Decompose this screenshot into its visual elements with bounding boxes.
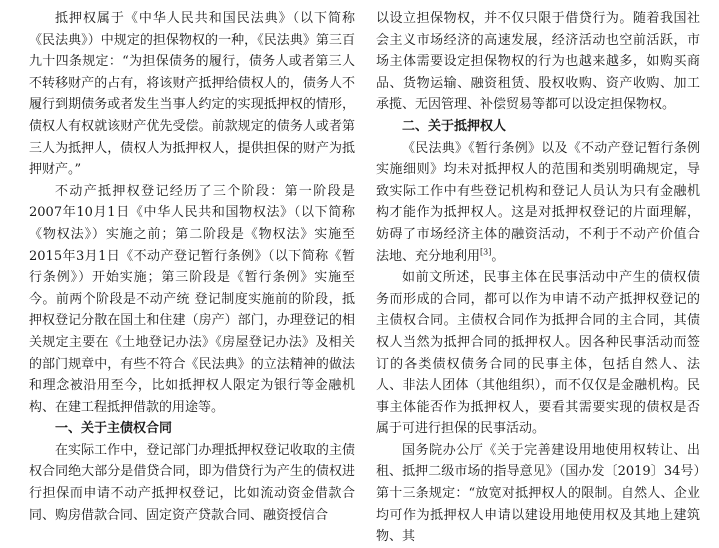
paragraph-mortgagee-scope-text: 《民法典》《暂行条例》以及《不动产登记暂行条例实施细则》均未对抵押权人的范围和类别明确规定，导致实际工作中有些登记机构和登记人员认为只有金融机构才能作为抵押权人。这是对抵押权登记的片面理解，妨碍了市场经济主体的融资活动，不利于不动产价值合法地、充分地利用 [376, 140, 700, 264]
right-column [376, 8, 700, 548]
section-heading-mortgagee: 二、关于抵押权人 [402, 118, 507, 134]
section-heading-main-creditor-contract: 一、关于主债权合同 [55, 421, 173, 437]
paragraph-mortgage-definition: 抵押权属于《中华人民共和国民法典》（以下简称《民法典》）中规定的担保物权的一种，《民法典》第三百九十四条规定：“为担保债务的履行，债务人或者第三人不转移财产的占有，将该财产抵押给债权人的，债务人不履行到期债务或者发生当事人约定的实现抵押权的情形，债权人有权就该财产优先受偿。前款规定的债务人或者第三人为抵押人，债权人为抵押权人，提供担保的财产为抵押财产。” [29, 11, 355, 178]
footnote-marker: [3] [480, 247, 492, 257]
paragraph-main-creditor-contract: 在实际工作中，登记部门办理抵押权登记收取的主债权合同绝大部分是借贷合同，即为借贷行为产生的债权进行担保而申请不动产抵押权登记，比如流动资金借款合同、购房借款合同、固定资产贷款合同、融资授信合 [29, 442, 355, 523]
paragraph-civil-subjects: 如前文所述，民事主体在民事活动中产生的债权债务而形成的合同，都可以作为申请不动产抵押权登记的主债权合同。主债权合同作为抵押合同的主合同，其债权人当然为抵押合同的抵押权人。因各种民事活动而签订的各类债权债务合同的民事主体，包括自然人、法人、非法人团体（其他组织），而不仅仅是金融机构。民事主体能否作为抵押权人，要看其需要实现的债权是否属于可进行担保的民事活动。 [376, 270, 700, 437]
paragraph-state-council-guidance: 国务院办公厅《关于完善建设用地使用权转让、出租、抵押二级市场的指导意见》（国办发〔2019〕34号）第十三条规定：“放宽对抵押权人的限制。自然人、企业均可作为抵押权人申请以建设用地使用权及其地上建筑物、其 [376, 442, 700, 545]
paragraph-continuation: 以设立担保物权，并不仅只限于借贷行为。随着我国社会主义市场经济的高速发展，经济活动也空前活跃，市场主体需要设定担保物权的行为也越来越多，如购买商品、货物运输、融资租赁、股权收购、资产收购、加工承揽、无因管理、补偿贸易等都可以设定担保物权。 [376, 11, 700, 113]
left-column [29, 8, 355, 526]
paragraph-mortgagee-scope [376, 138, 700, 268]
paragraph-mortgagee-scope-end: 。 [491, 248, 505, 264]
paragraph-registration-stages: 不动产抵押权登记经历了三个阶段：第一阶段是2007年10月1日《中华人民共和国物权法》（以下简称《物权法》）实施之前；第二阶段是《物权法》实施至2015年3月1日《不动产登记暂行条例》（以下简称《暂行条例》）开始实施；第三阶段是《暂行条例》实施至今。前两个阶段是不动产统 登记制度实施前的阶段，抵押权登记分散在国土和住建（房产）部门，办理登记的相关规定主要在《土地登记办法》《房屋登记办法》及相关的部门规章中，有些不符合《民法典》的立法精神的做法和理念被沿用至今，比如抵押权人限定为银行等金融机构、在建工程抵押借款的用途等。 [29, 183, 355, 415]
